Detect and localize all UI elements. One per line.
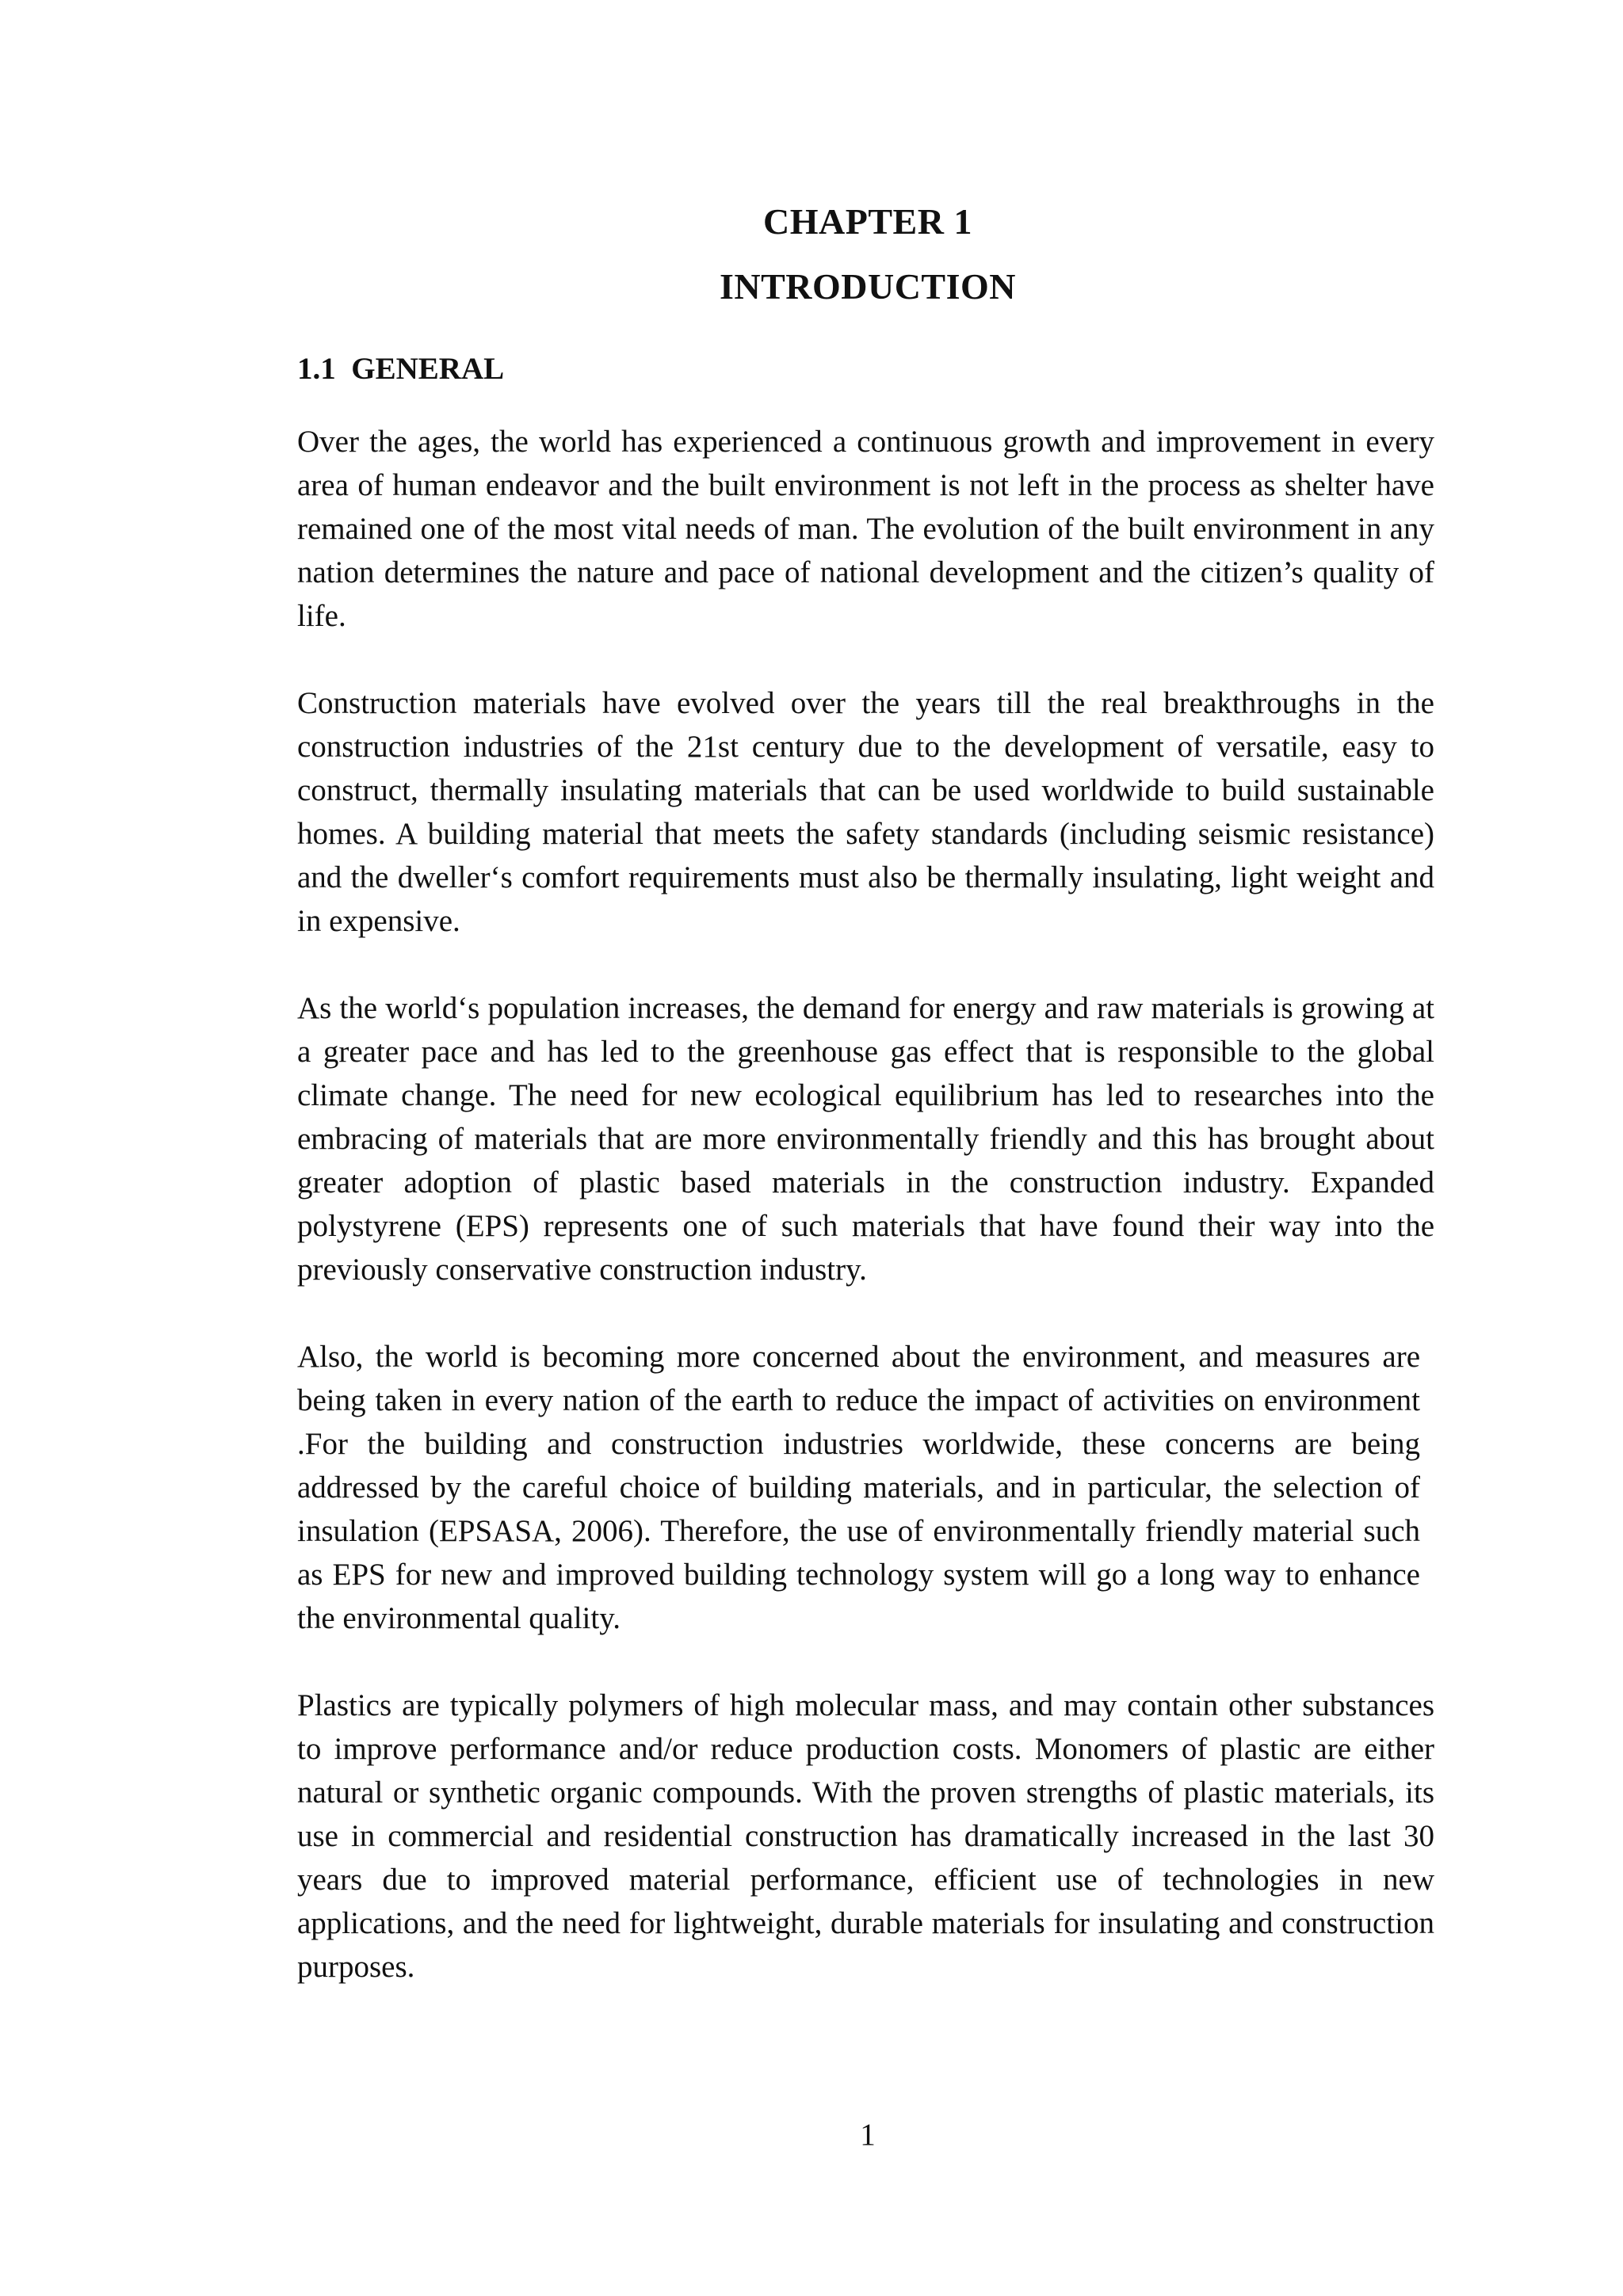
page-number: 1 (860, 2118, 876, 2152)
chapter-label: CHAPTER 1 (763, 201, 972, 242)
chapter-title: INTRODUCTION (719, 266, 1017, 307)
section-heading: 1.1 GENERAL (297, 352, 505, 386)
body-text (297, 420, 1434, 2032)
paragraph: Plastics are typically polymers of high molecular mass, and may contain other substances to improve performance and/or reduce production costs. Monomers of plastic are either natural or synthetic organic compounds. With the proven strengths of plastic materials, its use in commercial and residential construction has dramatically increased in the last 30 years due to improved material performance, efficient use of technologies in new applications, and the need for lightweight, durable materials for insulating and construction purposes. (297, 1688, 1434, 1984)
paragraph: Over the ages, the world has experienced a continuous growth and improvement in every area of human endeavor and the built environment is not left in the process as shelter have remained one of the most vital needs of man. The evolution of the built environment in any nation determines the nature and pace of national development and the citizen’s quality of life. (297, 425, 1434, 633)
paragraph: Construction materials have evolved over the years till the real breakthroughs in the construction industries of the 21st century due to the development of versatile, easy to construct, thermally insulating materials that can be used worldwide to build sustainable homes. A building material that meets the safety standards (including seismic resistance) and the dweller‘s comfort requirements must also be thermally insulating, light weight and in expensive. (297, 686, 1434, 938)
paragraph: As the world‘s population increases, the demand for energy and raw materials is growing at a greater pace and has led to the greenhouse gas effect that is responsible to the global climate change. The need for new ecological equilibrium has led to researches into the embracing of materials that are more environmentally friendly and this has brought about greater adoption of plastic based materials in the construction industry. Expanded polystyrene (EPS) represents one of such materials that have found their way into the previously conservative construction industry. (297, 991, 1434, 1287)
paragraph: Also, the world is becoming more concerned about the environment, and measures are being taken in every nation of the earth to reduce the impact of activities on environment .For the building and construction industries worldwide, these concerns are being addressed by the careful choice of building materials, and in particular, the selection of insulation (EPSASA, 2006). Therefore, the use of environmentally friendly material such as EPS for new and improved building technology system will go a long way to enhance the environmental quality. (297, 1340, 1420, 1635)
